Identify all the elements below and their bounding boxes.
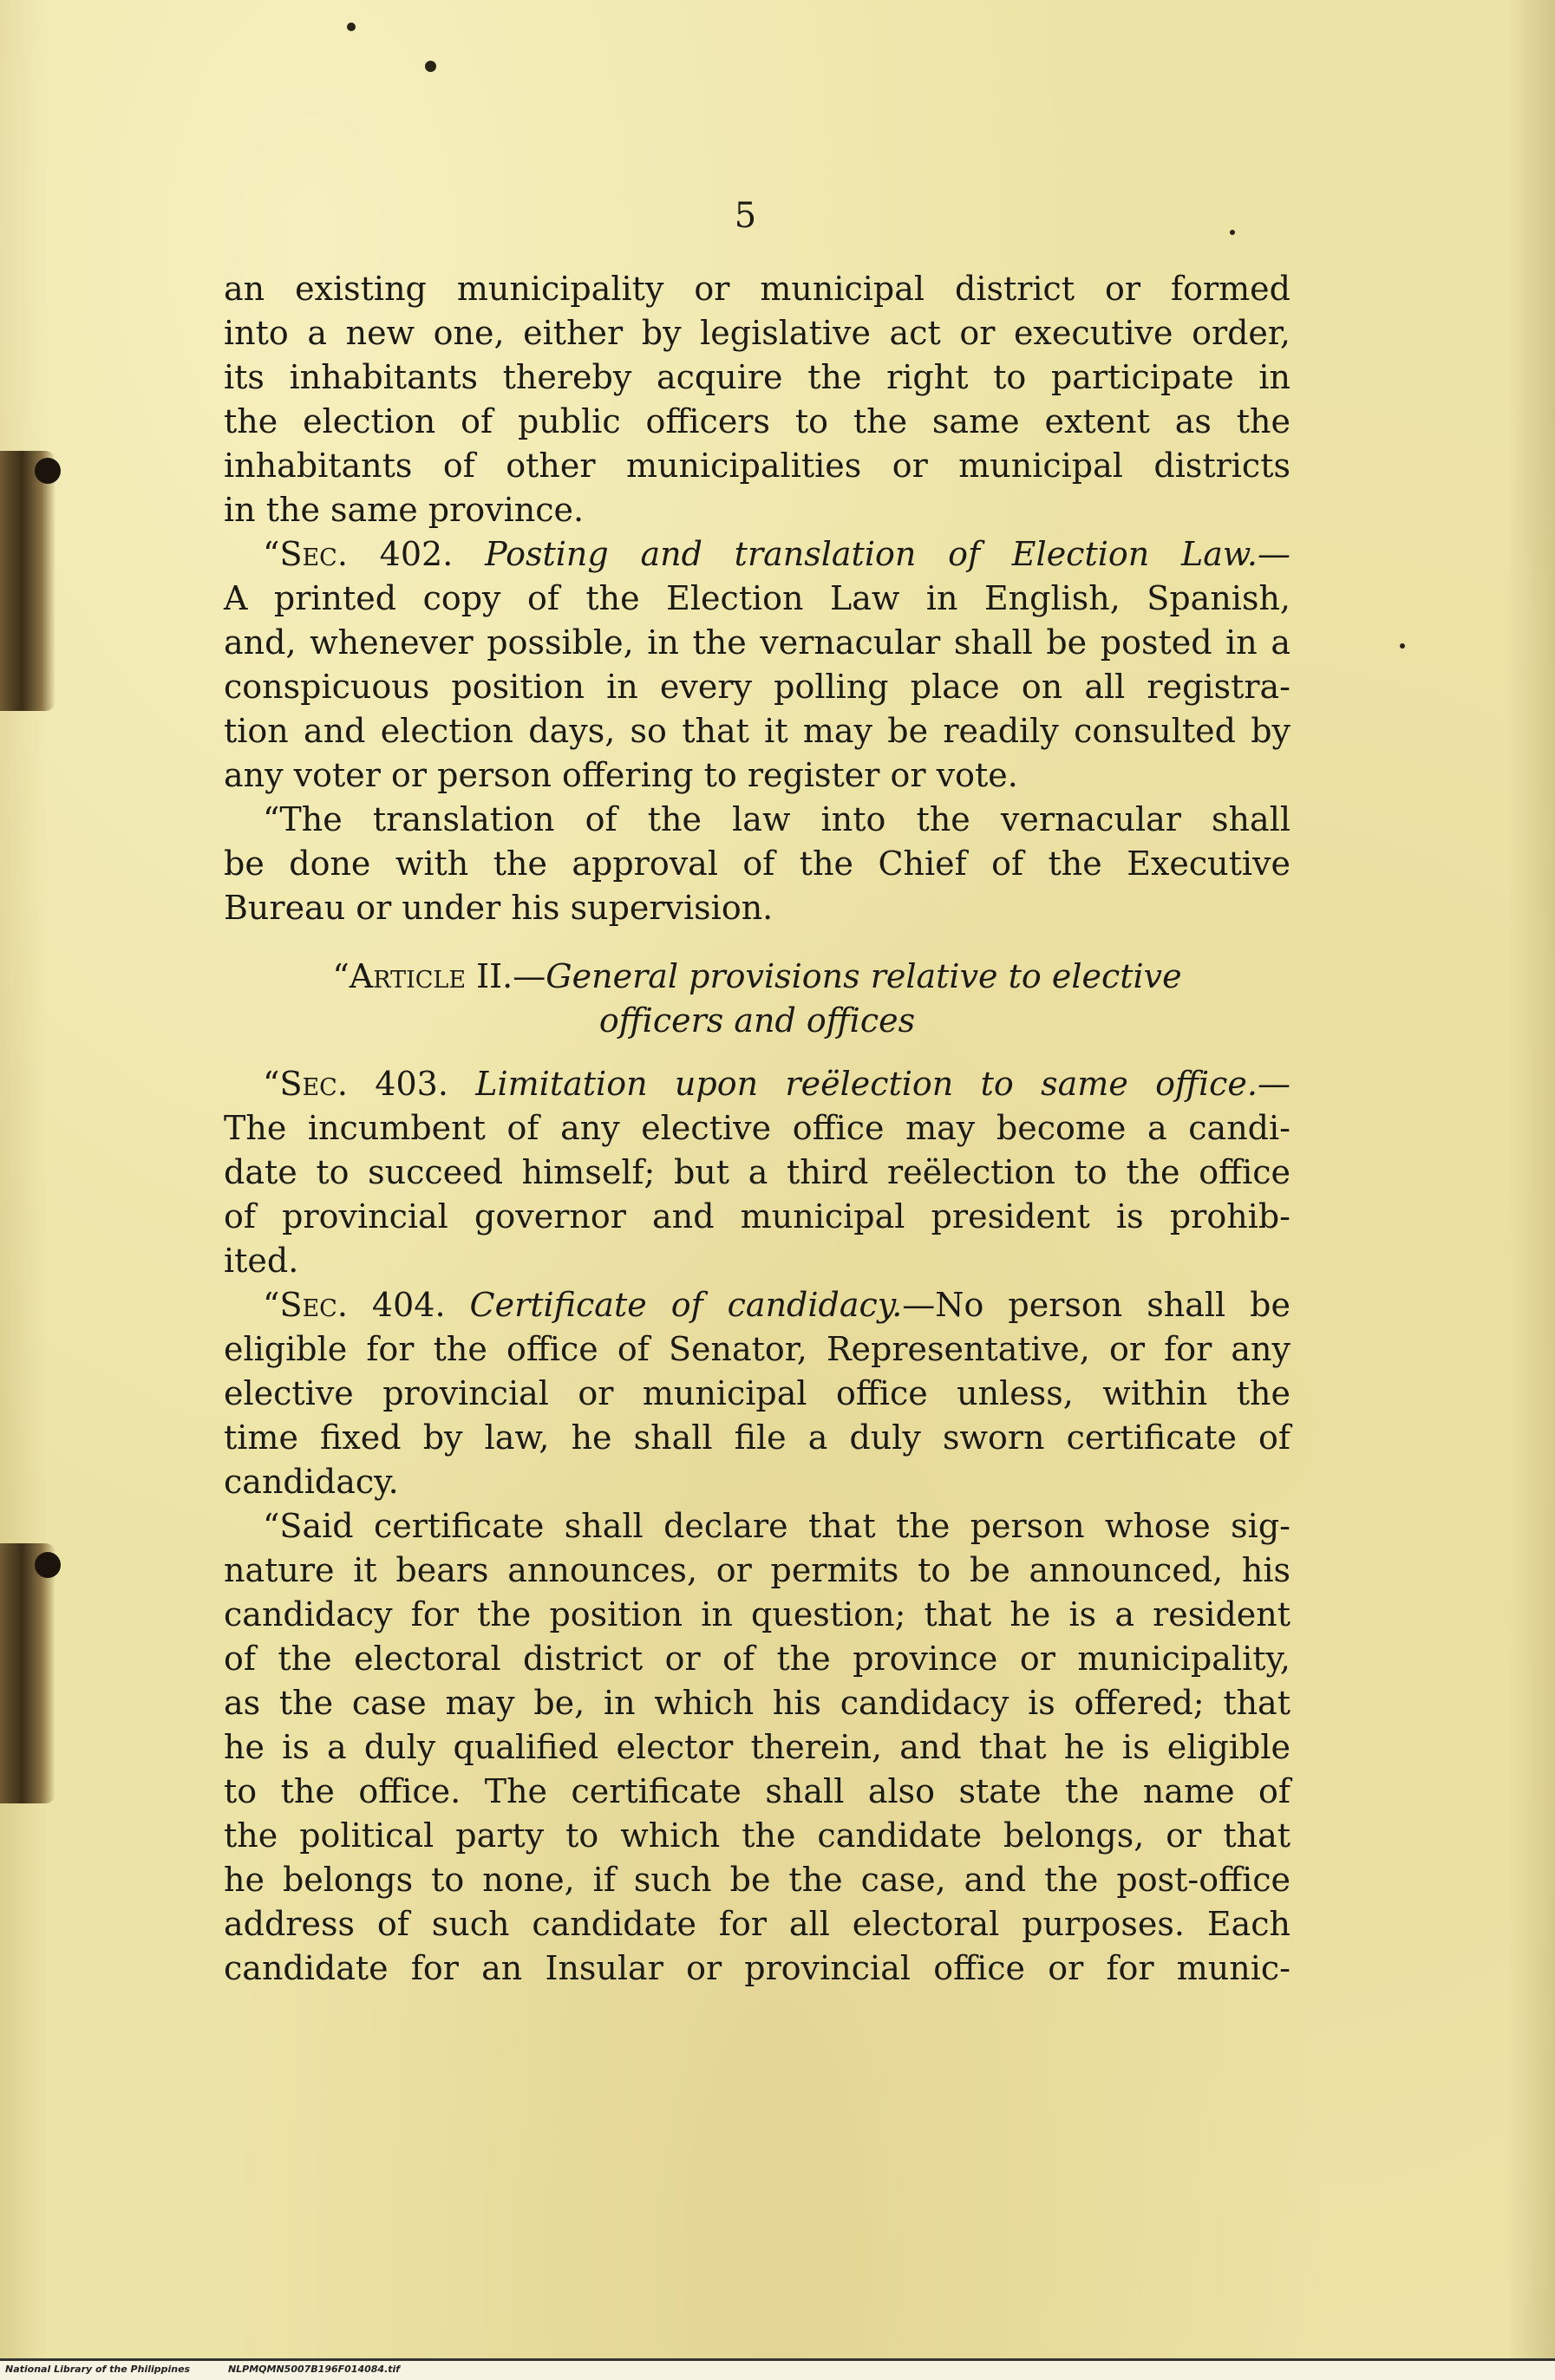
section-heading: “Sec. 404. Certificate of candidacy.—No person shall be (263, 1286, 1290, 1324)
text-line: conspicuous position in every polling place on all registra- (224, 668, 1290, 706)
scan-footer (0, 2358, 1555, 2380)
text-line: Bureau or under his supervision. (224, 889, 774, 927)
article-title-line: “Article II.—General provisions relative to elective (332, 957, 1182, 995)
article-heading (224, 955, 1290, 1043)
text-line: be done with the approval of the Chief of the Executive (224, 844, 1290, 883)
binding-stain-top (0, 451, 56, 711)
section-number: 403. (347, 1065, 476, 1103)
section-title: Certificate of candidacy. (469, 1286, 903, 1324)
text-line: tion and election days, so that it may be readily consulted by (224, 712, 1290, 750)
text-line: date to succeed himself; but a third reëlection to the office (224, 1153, 1290, 1191)
section-label: Sec. (279, 1286, 348, 1324)
text-line: elective provincial or municipal office unless, within the (224, 1374, 1290, 1412)
footer-file-id: NLPMQMN5007B196F014084.tif (227, 2364, 401, 2375)
text-line: he is a duly qualified elector therein, and that he is eligible (224, 1728, 1290, 1766)
article-title: General provisions relative to elective (546, 957, 1182, 995)
text-line: any voter or person offering to register or vote. (224, 756, 1018, 794)
section-text: —No person shall be (902, 1286, 1290, 1324)
text-line: “The translation of the law into the vernacular shall (263, 800, 1290, 838)
text-line: in the same province. (224, 491, 585, 529)
ink-speck (1400, 643, 1405, 649)
text-line: candidacy. (224, 1463, 399, 1501)
text-line: an existing municipality or municipal district or formed (224, 270, 1290, 308)
text-line: nature it bears announces, or permits to be announced, his (224, 1551, 1290, 1589)
text-line: to the office. The certificate shall also state the name of (224, 1772, 1290, 1810)
text-line: of the electoral district or of the province or municipality, (224, 1640, 1290, 1678)
section-label: Sec. (279, 1065, 348, 1103)
document-body (224, 267, 1290, 1991)
section-number: 404. (347, 1286, 470, 1324)
text-line: the political party to which the candidate belongs, or that (224, 1816, 1290, 1855)
ink-speck (347, 23, 356, 31)
staple-hole-top (35, 458, 61, 484)
text-line: he belongs to none, if such be the case, and the post-office (224, 1861, 1290, 1899)
text-line: into a new one, either by legislative act or executive order, (224, 314, 1290, 352)
text-line: A printed copy of the Election Law in English, Spanish, (224, 579, 1290, 617)
binding-stain-bottom (0, 1543, 56, 1803)
text-line: ited. (224, 1242, 299, 1280)
footer-library: National Library of the Philippines (5, 2364, 191, 2375)
section-title: Limitation upon reëlection to same office.— (475, 1065, 1290, 1103)
text-line: address of such candidate for all electoral purposes. Each (224, 1905, 1290, 1943)
section-title: Posting and translation of Election Law.— (485, 535, 1290, 573)
section-403 (224, 1062, 1290, 1283)
section-number: 402. (347, 535, 486, 573)
section-label: Sec. (279, 535, 348, 573)
text-line: inhabitants of other municipalities or municipal districts (224, 447, 1290, 485)
text-line: The incumbent of any elective office may become a candi- (224, 1109, 1290, 1147)
text-line: candidate for an Insular or provincial office or for munic- (224, 1949, 1290, 1987)
text-line: eligible for the office of Senator, Representative, or for any (224, 1330, 1290, 1368)
text-line: and, whenever possible, in the vernacular shall be posted in a (224, 623, 1290, 662)
section-404 (224, 1283, 1290, 1991)
text-line: the election of public officers to the same extent as the (224, 402, 1290, 440)
text-line: “Said certificate shall declare that the person whose sig- (263, 1507, 1290, 1545)
section-heading: “Sec. 403. Limitation upon reëlection to same office.— (263, 1065, 1290, 1103)
page-number: 5 (734, 196, 758, 236)
text-line: of provincial governor and municipal president is prohib- (224, 1197, 1290, 1236)
staple-hole-bottom (35, 1552, 61, 1578)
text-line: time fixed by law, he shall file a duly sworn certificate of (224, 1418, 1290, 1457)
article-title-continued: officers and offices (598, 1001, 916, 1040)
article-number: II.— (466, 957, 546, 995)
section-402 (224, 532, 1290, 930)
text-line: candidacy for the position in question; that he is a resident (224, 1595, 1290, 1633)
paragraph-municipality (224, 267, 1290, 532)
article-title-line (224, 999, 1290, 1043)
text-line: as the case may be, in which his candidacy is offered; that (224, 1684, 1290, 1722)
section-heading: “Sec. 402. Posting and translation of Election Law.— (263, 535, 1290, 573)
text-line: its inhabitants thereby acquire the right to participate in (224, 358, 1290, 396)
ink-speck (425, 61, 436, 72)
article-label: Article (349, 957, 467, 995)
